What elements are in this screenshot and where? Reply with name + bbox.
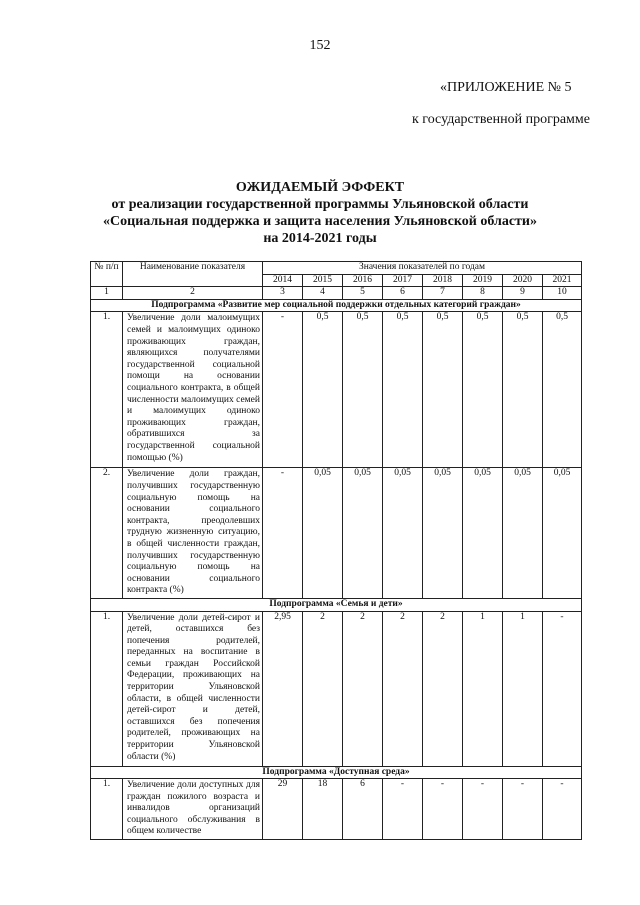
col-number: 2 [123, 287, 263, 300]
document-title [0, 179, 640, 247]
value-cell: 0,5 [543, 312, 582, 468]
year-cell: 2021 [543, 274, 582, 287]
section-title: Подпрограмма «Развитие мер социальной поддержки отдельных категорий граждан» [91, 299, 582, 312]
value-cell: 0,05 [383, 468, 423, 599]
value-cell: 0,5 [463, 312, 503, 468]
col-number: 3 [263, 287, 303, 300]
value-cell: 1 [463, 611, 503, 766]
value-cell: 0,5 [503, 312, 543, 468]
value-cell: - [503, 779, 543, 840]
value-cell: 1 [503, 611, 543, 766]
row-indicator-name: Увеличение доли граждан, получивших государственную социальную помощь на основании социального контракта, преодолевших трудную жизненную ситуацию, в общей численности граждан, получивших государственную социальную помощь на основании социального контракта (%) [123, 468, 263, 599]
value-cell: 2 [303, 611, 343, 766]
year-cell: 2018 [423, 274, 463, 287]
value-cell: - [263, 312, 303, 468]
section-title: Подпрограмма «Семья и дети» [91, 598, 582, 611]
title-line-2: от реализации государственной программы Ульяновской области [111, 197, 529, 212]
value-cell: 0,05 [543, 468, 582, 599]
col-number: 6 [383, 287, 423, 300]
title-line-3: «Социальная поддержка и защита населения Ульяновской области» [103, 214, 537, 229]
value-cell: - [383, 779, 423, 840]
row-number: 1. [91, 312, 123, 468]
year-cell: 2014 [263, 274, 303, 287]
row-indicator-name: Увеличение доли детей-сирот и детей, оставшихся без попечения родителей, переданных на воспитание в семьи граждан Российской Федерации, проживающих на территории Ульяновской области, в общей численности детей-сирот и детей, оставшихся без попечения родителей, проживающих на территории Ульяновской области (%) [123, 611, 263, 766]
value-cell: 0,05 [343, 468, 383, 599]
col-number: 10 [543, 287, 582, 300]
year-cell: 2015 [303, 274, 343, 287]
value-cell: - [543, 779, 582, 840]
header-row-1 [91, 262, 582, 275]
year-cell: 2019 [463, 274, 503, 287]
value-cell: 0,5 [303, 312, 343, 468]
value-cell: 0,05 [303, 468, 343, 599]
value-cell: - [263, 468, 303, 599]
row-indicator-name: Увеличение доли доступных для граждан пожилого возраста и инвалидов организаций социального обслуживания в общем количестве [123, 779, 263, 840]
value-cell: 0,05 [463, 468, 503, 599]
title-line-4: на 2014-2021 годы [263, 231, 377, 246]
page-number: 152 [309, 38, 331, 53]
title-line-1: ОЖИДАЕМЫЙ ЭФФЕКТ [235, 180, 405, 195]
col-number: 9 [503, 287, 543, 300]
value-cell: - [543, 611, 582, 766]
value-cell: 29 [263, 779, 303, 840]
year-cell: 2016 [343, 274, 383, 287]
table-row [91, 312, 582, 468]
header-values: Значения показателей по годам [263, 262, 582, 275]
value-cell: - [463, 779, 503, 840]
col-number: 4 [303, 287, 343, 300]
value-cell: 2 [383, 611, 423, 766]
col-number: 8 [463, 287, 503, 300]
value-cell: - [423, 779, 463, 840]
header-name: Наименование показателя [123, 262, 263, 287]
row-number: 1. [91, 779, 123, 840]
section-title: Подпрограмма «Доступная среда» [91, 766, 582, 779]
header-no: № п/п [91, 262, 123, 287]
appendix-label: «ПРИЛОЖЕНИЕ № 5 [440, 80, 572, 95]
table-row [91, 779, 582, 840]
value-cell: 2 [343, 611, 383, 766]
value-cell: 0,5 [383, 312, 423, 468]
section-row [91, 299, 582, 312]
value-cell: 0,05 [503, 468, 543, 599]
row-number: 1. [91, 611, 123, 766]
effects-table [90, 261, 582, 840]
year-cell: 2020 [503, 274, 543, 287]
table-row [91, 611, 582, 766]
value-cell: 2,95 [263, 611, 303, 766]
row-number: 2. [91, 468, 123, 599]
col-number: 7 [423, 287, 463, 300]
col-number: 1 [91, 287, 123, 300]
col-number: 5 [343, 287, 383, 300]
year-cell: 2017 [383, 274, 423, 287]
value-cell: 0,5 [423, 312, 463, 468]
row-indicator-name: Увеличение доли малоимущих семей и малоимущих одиноко проживающих граждан, являющихся получателями государственной социальной помощи на основании социального контракта, в общей численности малоимущих семей и малоимущих одиноко проживающих граждан, обратившихся за государственной социальной помощью (%) [123, 312, 263, 468]
appendix-subtitle: к государственной программе [412, 112, 590, 127]
value-cell: 0,5 [343, 312, 383, 468]
section-row [91, 598, 582, 611]
table-row [91, 468, 582, 599]
header-row-colnums [91, 287, 582, 300]
value-cell: 2 [423, 611, 463, 766]
value-cell: 6 [343, 779, 383, 840]
value-cell: 0,05 [423, 468, 463, 599]
value-cell: 18 [303, 779, 343, 840]
section-row [91, 766, 582, 779]
